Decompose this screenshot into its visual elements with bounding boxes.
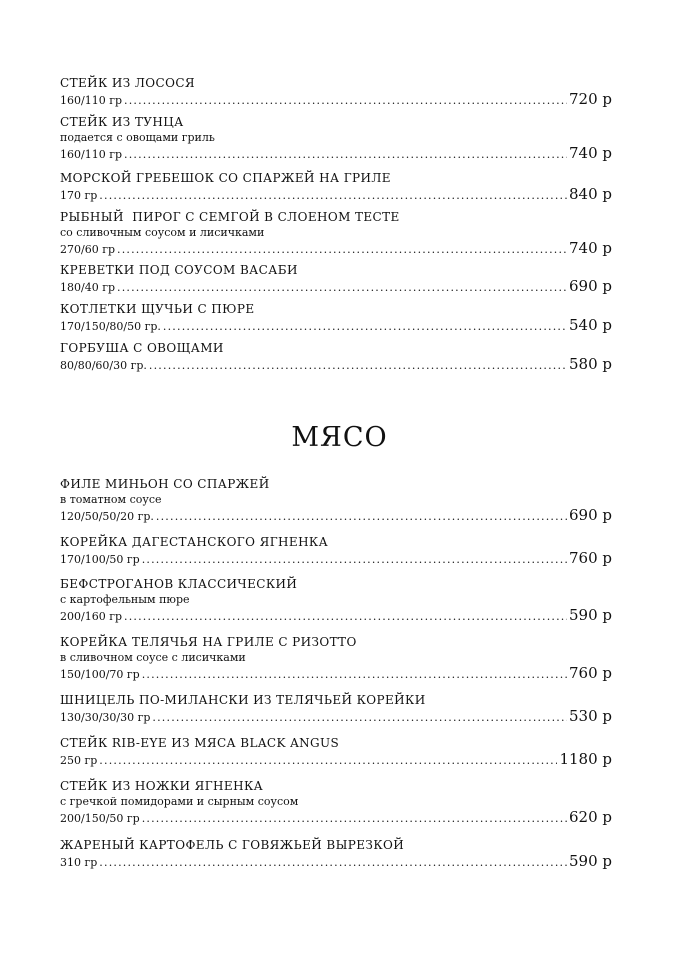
menu-item [60,778,612,826]
dish-name: МОРСКОЙ ГРЕБЕШОК СО СПАРЖЕЙ НА ГРИЛЕ [60,171,391,185]
leader-dots [117,280,567,295]
dish-weight: 160/110 гр [60,148,122,161]
dish-price: 580 р [568,355,612,373]
dish-weight: 150/100/70 гр [60,668,140,681]
price-row [60,607,612,624]
price-row [60,665,612,682]
dish-price: 690 р [568,277,612,295]
dish-name: ГОРБУША С ОВОЩАМИ [60,341,224,355]
dish-weight: 120/50/50/20 гр. [60,510,154,523]
menu-item [60,735,612,768]
dish-name: КРЕВЕТКИ ПОД СОУСОМ ВАСАБИ [60,263,298,277]
dish-weight: 130/30/30/30 гр [60,711,151,724]
leader-dots [142,552,567,567]
dish-name: КОТЛЕТКИ ЩУЧЬИ С ПЮРЕ [60,302,255,316]
leader-dots [99,753,557,768]
dish-price: 620 р [568,808,612,826]
leader-dots [142,811,567,826]
dish-price: 840 р [568,185,612,203]
price-row [60,708,612,725]
dish-price: 740 р [568,144,612,162]
dish-price: 740 р [568,239,612,257]
leader-dots [163,319,567,334]
dish-weight: 160/110 гр [60,94,122,107]
dish-name: КОРЕЙКА ТЕЛЯЧЬЯ НА ГРИЛЕ С РИЗОТТО [60,635,357,649]
dish-price: 530 р [568,707,612,725]
dish-name: КОРЕЙКА ДАГЕСТАНСКОГО ЯГНЕНКА [60,535,329,549]
price-row [60,91,612,108]
price-row [60,278,612,295]
menu-item [60,75,612,108]
dish-weight: 170/100/50 гр [60,553,140,566]
dish-weight: 250 гр [60,754,98,767]
leader-dots [152,710,567,725]
menu-item [60,634,612,682]
dish-price: 760 р [568,549,612,567]
dish-description: с гречкой помидорами и сырным соусом [60,795,299,808]
leader-dots [117,242,567,257]
dish-price: 720 р [568,90,612,108]
menu-item [60,170,612,203]
dish-weight: 200/160 гр [60,610,122,623]
dish-name: ШНИЦЕЛЬ ПО-МИЛАНСКИ ИЗ ТЕЛЯЧЬЕЙ КОРЕЙКИ [60,693,426,707]
dish-price: 1180 р [559,750,612,768]
price-row [60,240,612,257]
leader-dots [124,93,567,108]
dish-price: 540 р [568,316,612,334]
dish-price: 760 р [568,664,612,682]
dish-price: 690 р [568,506,612,524]
leader-dots [124,147,567,162]
dish-name: СТЕЙК ИЗ НОЖКИ ЯГНЕНКА [60,779,264,793]
dish-description: подается с овощами гриль [60,131,215,144]
dish-weight: 310 гр [60,856,98,869]
price-row [60,317,612,334]
leader-dots [156,509,567,524]
dish-price: 590 р [568,852,612,870]
menu-item [60,340,612,373]
dish-name: БЕФСТРОГАНОВ КЛАССИЧЕСКИЙ [60,577,298,591]
dish-price: 590 р [568,606,612,624]
menu-item [60,476,612,524]
dish-description: с картофельным пюре [60,593,190,606]
price-row [60,853,612,870]
price-row [60,507,612,524]
price-row [60,356,612,373]
dish-weight: 270/60 гр [60,243,115,256]
dish-weight: 170 гр [60,189,98,202]
menu-item [60,114,612,162]
menu-item [60,301,612,334]
price-row [60,186,612,203]
leader-dots [149,358,567,373]
dish-name: СТЕЙК RIB-EYE ИЗ МЯСА BLACK ANGUS [60,736,340,750]
leader-dots [99,188,567,203]
dish-description: в сливочном соусе с лисичками [60,651,246,664]
dish-description: в томатном соусе [60,493,162,506]
dish-name: ЖАРЕНЫЙ КАРТОФЕЛЬ С ГОВЯЖЬЕЙ ВЫРЕЗКОЙ [60,838,405,852]
leader-dots [99,855,567,870]
price-row [60,550,612,567]
leader-dots [142,667,567,682]
leader-dots [124,609,567,624]
menu-item [60,534,612,567]
price-row [60,809,612,826]
menu-item [60,209,612,257]
dish-name: ФИЛЕ МИНЬОН СО СПАРЖЕЙ [60,477,270,491]
menu-item [60,837,612,870]
section-title: МЯСО [291,422,388,453]
price-row [60,145,612,162]
dish-weight: 170/150/80/50 гр. [60,320,161,333]
menu-item [60,576,612,624]
dish-description: со сливочным соусом и лисичками [60,226,265,239]
dish-name: СТЕЙК ИЗ ТУНЦА [60,115,184,129]
dish-name: РЫБНЫЙ ПИРОГ С СЕМГОЙ В СЛОЕНОМ ТЕСТЕ [60,210,400,224]
menu-item [60,262,612,295]
dish-weight: 200/150/50 гр [60,812,140,825]
dish-weight: 80/80/60/30 гр. [60,359,147,372]
price-row [60,751,612,768]
dish-weight: 180/40 гр [60,281,115,294]
dish-name: СТЕЙК ИЗ ЛОСОСЯ [60,76,196,90]
menu-item [60,692,612,725]
